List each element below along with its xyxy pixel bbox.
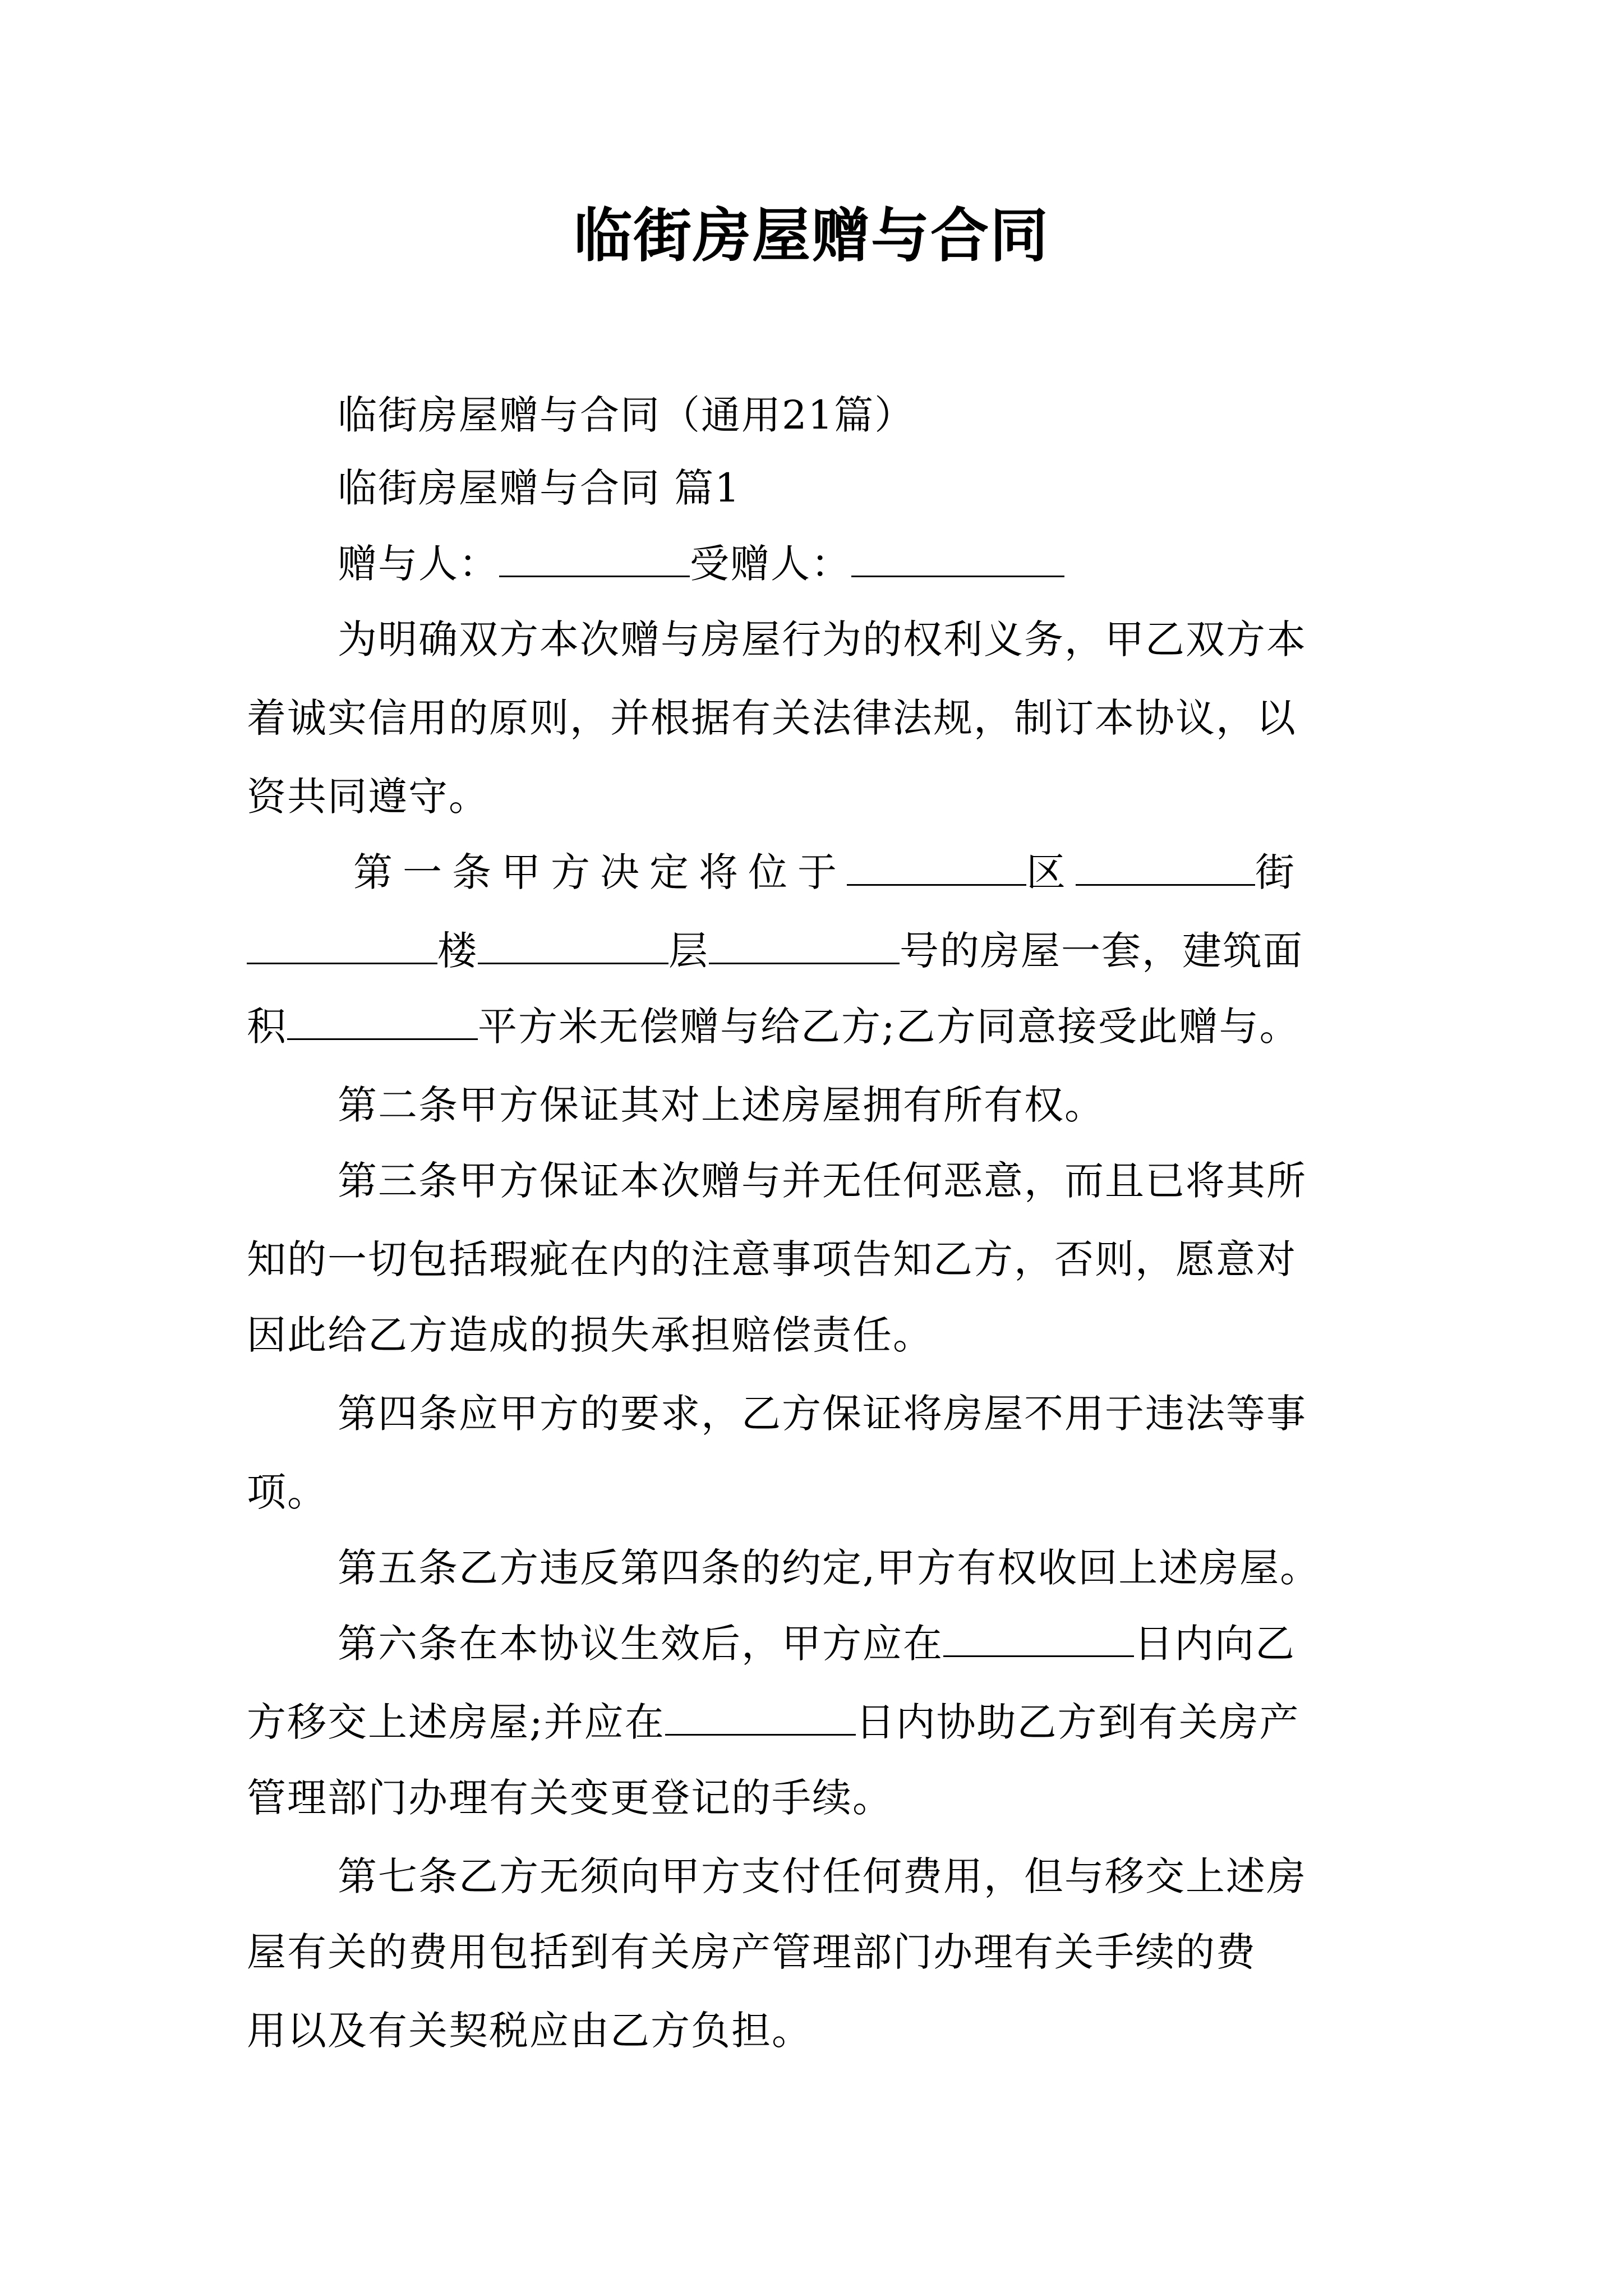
district-blank xyxy=(847,850,1026,886)
article3-line-1: 第三条甲方保证本次赠与并无任何恶意，而且已将其所 xyxy=(338,1158,1307,1204)
article1-text-e: 层 xyxy=(668,928,709,974)
parties-line xyxy=(338,536,1515,592)
article1-line-2 xyxy=(247,923,1424,979)
registration-days-blank xyxy=(665,1700,856,1736)
floor-blank xyxy=(478,929,668,964)
article1-text-d: 楼 xyxy=(437,928,478,974)
street-blank xyxy=(1076,850,1255,886)
article1-text-f: 号的房屋一套，建筑面 xyxy=(900,928,1303,974)
article3-line-3: 因此给乙方造成的损失承担赔偿责任。 xyxy=(247,1312,933,1358)
article3-line-2: 知的一切包括瑕疵在内的注意事项告知乙方，否则，愿意对 xyxy=(247,1236,1297,1282)
article1-text-b: 区 xyxy=(1026,849,1076,895)
donee-blank xyxy=(851,542,1064,577)
article7-line-1: 第七条乙方无须向甲方支付任何费用，但与移交上述房 xyxy=(338,1853,1307,1899)
preamble-line-2: 着诚实信用的原则，并根据有关法律法规，制订本协议，以 xyxy=(247,695,1297,741)
handover-days-blank xyxy=(943,1622,1134,1657)
article5: 第五条乙方违反第四条的约定,甲方有权收回上述房屋。 xyxy=(338,1545,1321,1591)
document-subtitle: 临街房屋赠与合同（通用21篇） xyxy=(338,392,915,438)
section-heading: 临街房屋赠与合同 篇1 xyxy=(338,465,741,511)
number-blank xyxy=(709,929,900,964)
article1-line-3 xyxy=(247,999,1424,1055)
article7-line-2: 屋有关的费用包括到有关房产管理部门办理有关手续的费 xyxy=(247,1929,1256,1975)
article6-line-2 xyxy=(247,1694,1424,1750)
area-blank xyxy=(287,1005,478,1040)
article1-text-g: 积 xyxy=(247,1004,287,1050)
article1-text-h: 平方米无偿赠与给乙方;乙方同意接受此赠与。 xyxy=(478,1004,1300,1050)
article4-line-2: 项。 xyxy=(247,1469,328,1515)
article6-line-1 xyxy=(338,1616,1515,1672)
donor-blank xyxy=(499,542,690,577)
article6-text-c: 方移交上述房屋;并应在 xyxy=(247,1699,665,1745)
article1-text-a: 第一条甲方决定将位于 xyxy=(353,849,847,895)
donee-label: 受赠人： xyxy=(690,541,851,587)
article7-line-3: 用以及有关契税应由乙方负担。 xyxy=(247,2008,812,2054)
article6-text-d: 日内协助乙方到有关房产 xyxy=(855,1699,1300,1745)
donor-label: 赠与人： xyxy=(338,541,499,587)
preamble-line-3: 资共同遵守。 xyxy=(247,774,489,820)
article6-text-b: 日内向乙 xyxy=(1134,1621,1295,1667)
article2: 第二条甲方保证其对上述房屋拥有所有权。 xyxy=(338,1082,1105,1128)
article1-text-c: 街 xyxy=(1255,849,1304,895)
building-blank xyxy=(247,929,437,964)
article6-line-3: 管理部门办理有关变更登记的手续。 xyxy=(247,1775,893,1821)
preamble-line-1: 为明确双方本次赠与房屋行为的权利义务，甲乙双方本 xyxy=(338,616,1307,662)
article1-line-1 xyxy=(353,844,1531,900)
article6-text-a: 第六条在本协议生效后，甲方应在 xyxy=(338,1621,943,1667)
article4-line-1: 第四条应甲方的要求，乙方保证将房屋不用于违法等事 xyxy=(338,1391,1307,1437)
document-title: 临街房屋赠与合同 xyxy=(573,201,1049,270)
